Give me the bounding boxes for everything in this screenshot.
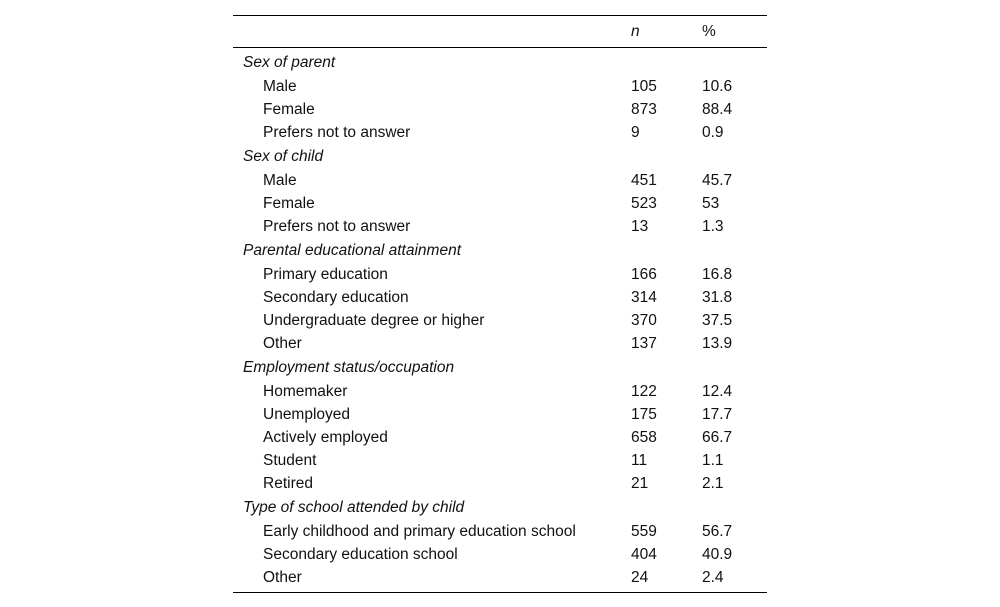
table-row — [233, 566, 767, 589]
row-label-cell: Prefers not to answer — [263, 123, 411, 141]
section-title: Employment status/occupation — [243, 358, 455, 376]
header-n-cell: n — [621, 16, 692, 48]
table-row — [233, 98, 767, 121]
row-n-cell: 105 — [631, 77, 657, 95]
row-n-cell: 137 — [631, 334, 657, 352]
row-label-cell: Early childhood and primary education school — [263, 522, 576, 540]
row-n-cell: 658 — [631, 428, 657, 446]
row-label-cell: Undergraduate degree or higher — [263, 311, 485, 329]
row-n-cell: 21 — [631, 474, 649, 492]
row-percent-cell: 37.5 — [702, 311, 733, 329]
row-label-cell: Male — [263, 77, 297, 95]
table-row — [233, 380, 767, 403]
row-label-cell: Unemployed — [263, 405, 351, 423]
section-row — [233, 144, 767, 169]
section-row — [233, 48, 767, 76]
row-percent-cell: 53 — [702, 194, 720, 212]
header-row — [233, 16, 767, 48]
table-body — [233, 48, 767, 590]
row-n-cell: 873 — [631, 100, 657, 118]
row-n-cell: 166 — [631, 265, 657, 283]
section-row — [233, 238, 767, 263]
table-row — [233, 215, 767, 238]
row-label-cell: Other — [263, 334, 302, 352]
section-row — [233, 355, 767, 380]
section-title: Type of school attended by child — [243, 498, 465, 516]
row-label-cell: Actively employed — [263, 428, 388, 446]
row-percent-cell: 13.9 — [702, 334, 733, 352]
table-row — [233, 169, 767, 192]
row-percent-cell: 40.9 — [702, 545, 733, 563]
table-bottom-rule — [233, 592, 767, 593]
row-percent-cell: 1.1 — [702, 451, 724, 469]
section-title: Parental educational attainment — [243, 241, 462, 259]
row-n-cell: 559 — [631, 522, 657, 540]
section-title: Sex of parent — [243, 53, 336, 71]
table-row — [233, 449, 767, 472]
row-label-cell: Female — [263, 100, 315, 118]
table-row — [233, 309, 767, 332]
table-row — [233, 286, 767, 309]
row-label-cell: Primary education — [263, 265, 388, 283]
row-percent-cell: 16.8 — [702, 265, 733, 283]
row-label-cell: Secondary education school — [263, 545, 458, 563]
row-label-cell: Prefers not to answer — [263, 217, 411, 235]
row-n-cell: 24 — [631, 568, 649, 586]
header-percent-cell: % — [692, 16, 767, 48]
section-row — [233, 495, 767, 520]
row-percent-cell: 56.7 — [702, 522, 733, 540]
row-label-cell: Other — [263, 568, 302, 586]
header-label-cell — [233, 16, 621, 48]
table-row — [233, 263, 767, 286]
section-title: Sex of child — [243, 147, 324, 165]
row-n-cell: 13 — [631, 217, 649, 235]
row-n-cell: 11 — [631, 451, 648, 469]
row-percent-cell: 10.6 — [702, 77, 733, 95]
table-row — [233, 520, 767, 543]
row-n-cell: 122 — [631, 382, 657, 400]
demographics-table — [233, 15, 767, 589]
row-label-cell: Student — [263, 451, 317, 469]
row-percent-cell: 66.7 — [702, 428, 733, 446]
table-row — [233, 403, 767, 426]
row-label-cell: Retired — [263, 474, 313, 492]
row-percent-cell: 31.8 — [702, 288, 733, 306]
row-n-cell: 370 — [631, 311, 657, 329]
table-row — [233, 472, 767, 495]
row-percent-cell: 45.7 — [702, 171, 733, 189]
row-n-cell: 9 — [631, 123, 640, 141]
row-percent-cell: 1.3 — [702, 217, 724, 235]
row-percent-cell: 17.7 — [702, 405, 733, 423]
table-row — [233, 543, 767, 566]
table-row — [233, 332, 767, 355]
row-n-cell: 175 — [631, 405, 657, 423]
row-n-cell: 314 — [631, 288, 657, 306]
table-header — [233, 16, 767, 48]
row-n-cell: 451 — [631, 171, 657, 189]
row-percent-cell: 2.1 — [702, 474, 724, 492]
row-n-cell: 404 — [631, 545, 657, 563]
row-percent-cell: 12.4 — [702, 382, 733, 400]
row-n-cell: 523 — [631, 194, 657, 212]
row-label-cell: Secondary education — [263, 288, 409, 306]
row-label-cell: Male — [263, 171, 297, 189]
table-row — [233, 75, 767, 98]
table-row — [233, 121, 767, 144]
row-percent-cell: 88.4 — [702, 100, 733, 118]
table-row — [233, 426, 767, 449]
row-label-cell: Homemaker — [263, 382, 348, 400]
row-label-cell: Female — [263, 194, 315, 212]
row-percent-cell: 2.4 — [702, 568, 724, 586]
row-percent-cell: 0.9 — [702, 123, 724, 141]
table-row — [233, 192, 767, 215]
demographics-table-container — [233, 15, 767, 589]
